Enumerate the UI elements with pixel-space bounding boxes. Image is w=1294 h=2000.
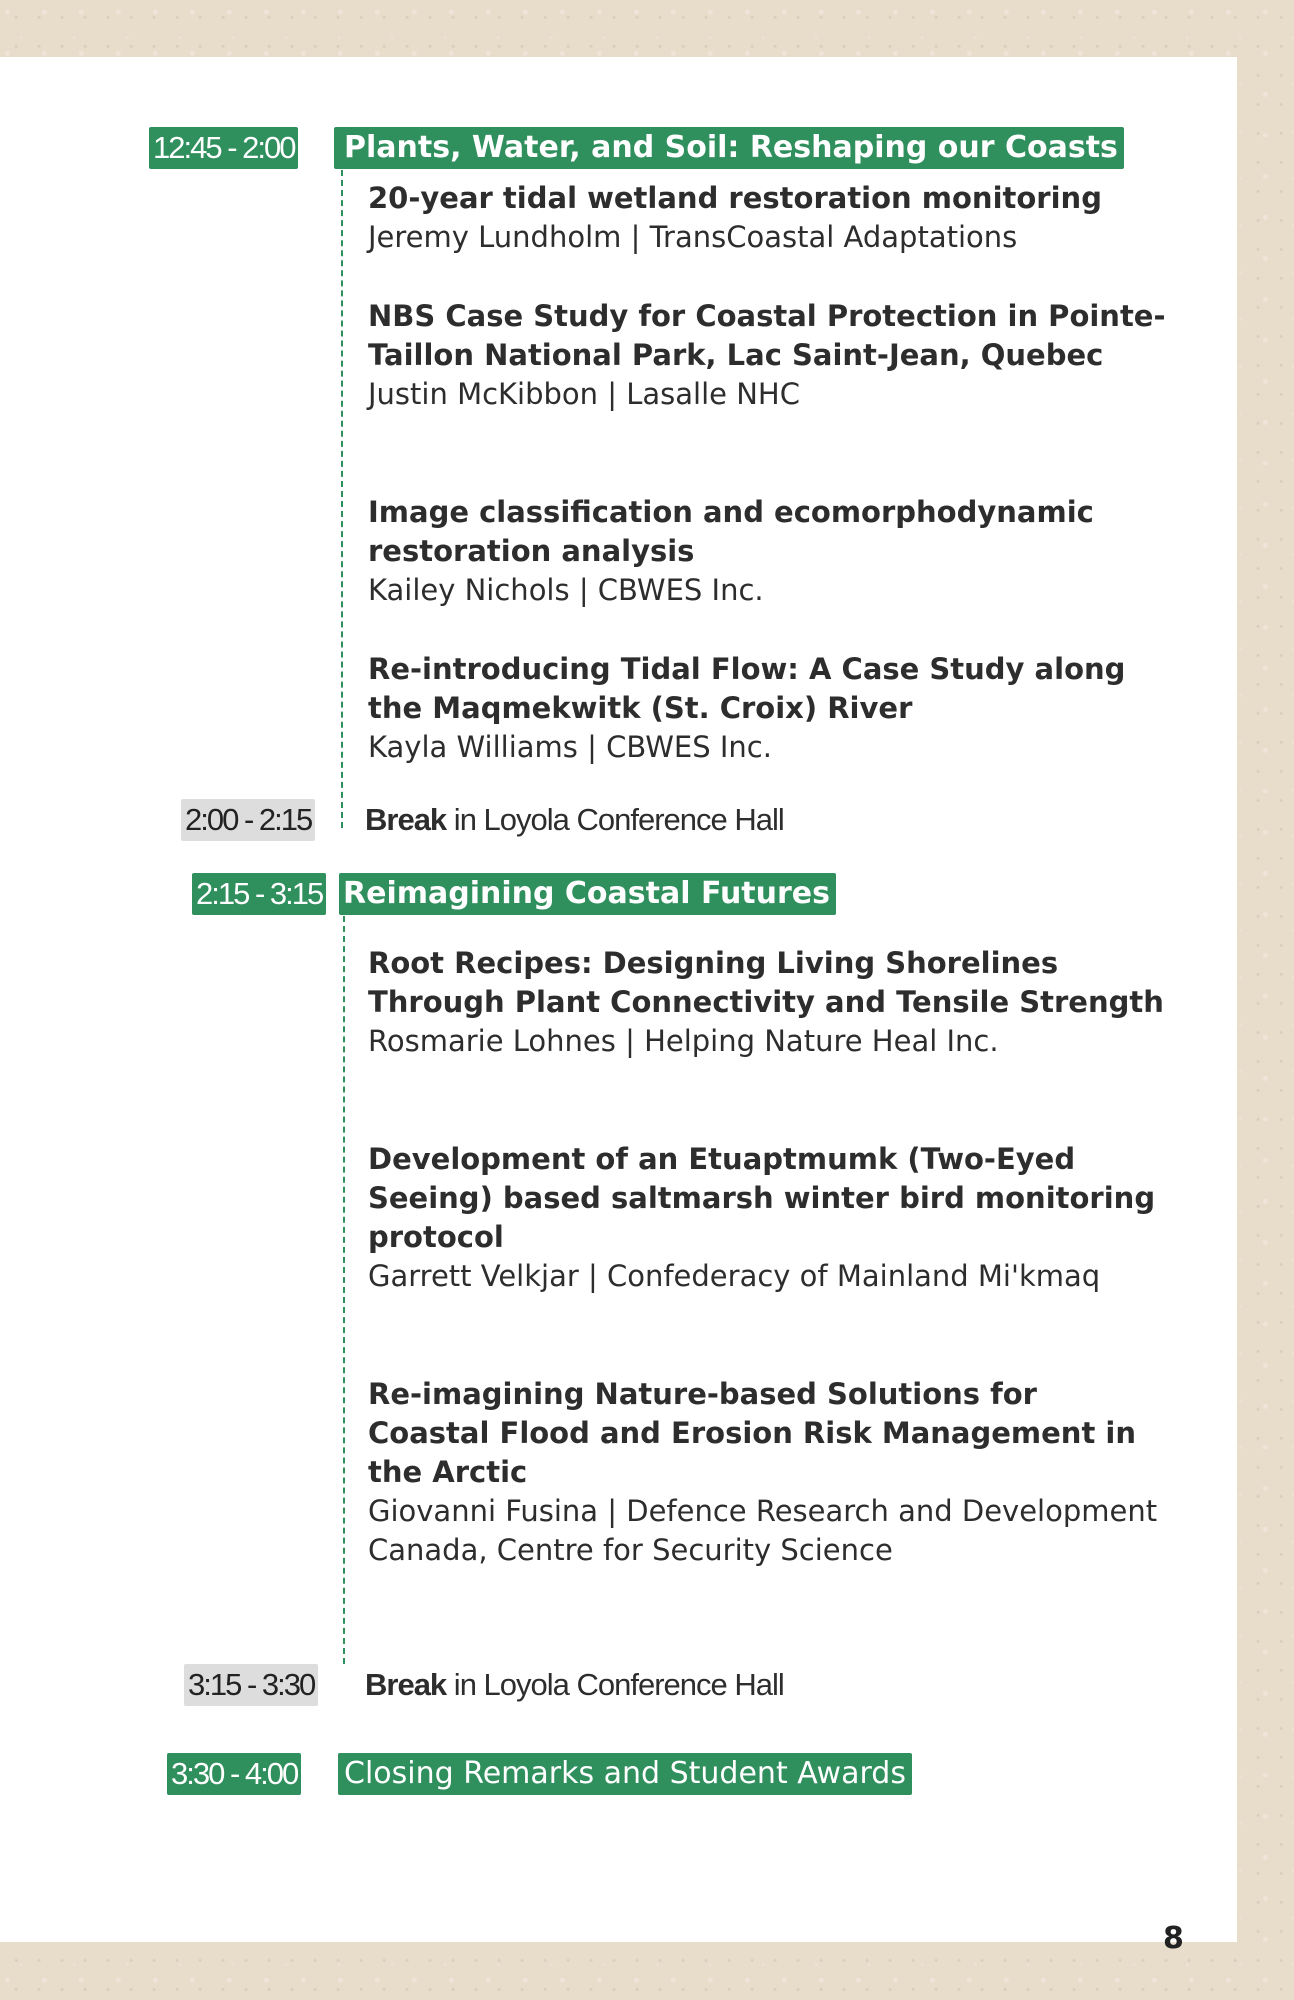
break-label: Break xyxy=(365,802,447,837)
talk-item xyxy=(368,179,1168,257)
talk-item xyxy=(368,297,1168,414)
break-location: in Loyola Conference Hall xyxy=(446,1667,784,1702)
break-location: in Loyola Conference Hall xyxy=(446,802,784,837)
session-title: Closing Remarks and Student Awards xyxy=(338,1753,912,1795)
session-time: 12:45 - 2:00 xyxy=(149,127,298,169)
page xyxy=(0,57,1237,1956)
session-title: Plants, Water, and Soil: Reshaping our Coasts xyxy=(334,127,1124,169)
talk-speaker: Giovanni Fusina | Defence Research and Development Canada, Centre for Security Science xyxy=(368,1494,1158,1567)
break-time: 3:15 - 3:30 xyxy=(184,1664,318,1706)
talk-title: Re-imagining Nature-based Solutions for Coastal Flood and Erosion Risk Management in the Arctic xyxy=(368,1377,1136,1489)
talk-speaker: Rosmarie Lohnes | Helping Nature Heal Inc. xyxy=(368,1024,999,1058)
session-title: Reimagining Coastal Futures xyxy=(339,873,836,915)
timeline-line xyxy=(343,916,345,1664)
break-time: 2:00 - 2:15 xyxy=(181,799,315,841)
talk-title: Development of an Etuaptmumk (Two-Eyed Seeing) based saltmarsh winter bird monitoring protocol xyxy=(368,1142,1156,1254)
talk-item xyxy=(368,1375,1168,1570)
talk-title: 20-year tidal wetland restoration monitoring xyxy=(368,181,1102,215)
session-time: 3:30 - 4:00 xyxy=(167,1753,301,1795)
talk-item xyxy=(368,493,1168,610)
talk-speaker: Jeremy Lundholm | TransCoastal Adaptations xyxy=(368,220,1018,254)
break-row xyxy=(365,1664,784,1706)
talk-item xyxy=(368,1140,1168,1296)
talk-speaker: Justin McKibbon | Lasalle NHC xyxy=(368,377,800,411)
talk-title: Root Recipes: Designing Living Shorelines Through Plant Connectivity and Tensile Strength xyxy=(368,946,1164,1019)
talk-speaker: Garrett Velkjar | Confederacy of Mainland Mi'kmaq xyxy=(368,1259,1101,1293)
talk-item xyxy=(368,650,1168,767)
talk-speaker: Kailey Nichols | CBWES Inc. xyxy=(368,573,764,607)
talk-title: Image classification and ecomorphodynamic restoration analysis xyxy=(368,495,1094,568)
session-time: 2:15 - 3:15 xyxy=(192,873,326,915)
break-label: Break xyxy=(365,1667,447,1702)
page-number: 8 xyxy=(1163,1921,1184,1956)
timeline-line xyxy=(341,170,343,828)
talk-title: NBS Case Study for Coastal Protection in Pointe-Taillon National Park, Lac Saint-Jean, Quebec xyxy=(368,299,1166,372)
break-row xyxy=(365,799,784,841)
talk-item xyxy=(368,944,1168,1061)
talk-title: Re-introducing Tidal Flow: A Case Study along the Maqmekwitk (St. Croix) River xyxy=(368,652,1126,725)
talk-speaker: Kayla Williams | CBWES Inc. xyxy=(368,730,772,764)
